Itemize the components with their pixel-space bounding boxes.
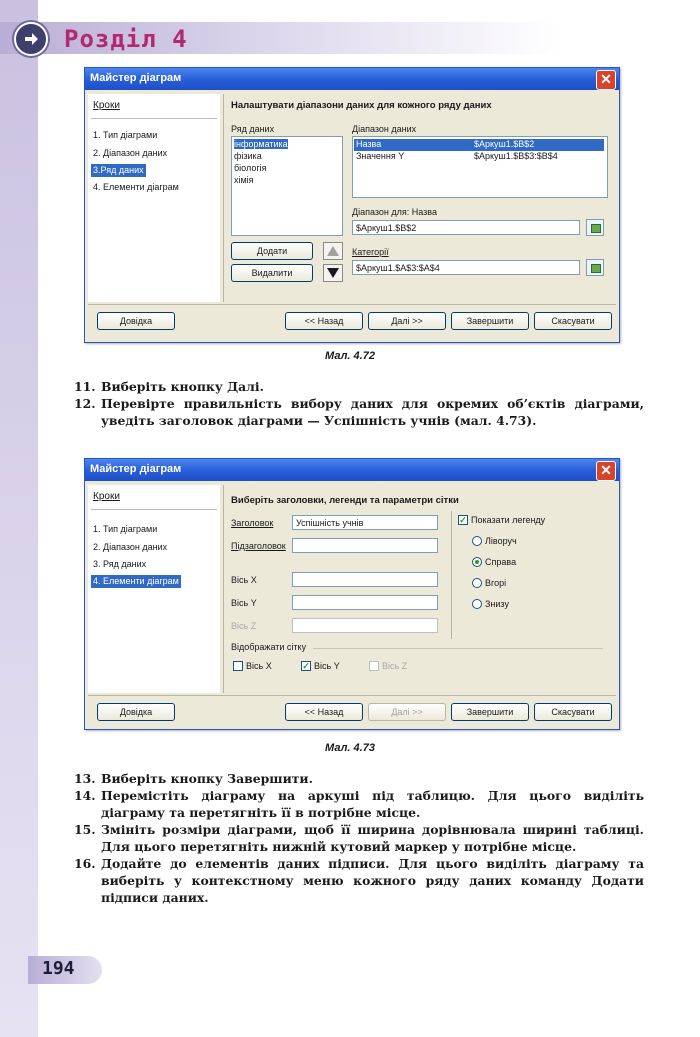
- title-label: Заголовок: [231, 518, 274, 528]
- axis-x-label: Вісь X: [231, 575, 257, 585]
- finish-button[interactable]: Завершити: [451, 703, 529, 721]
- range-select-icon: [591, 264, 601, 273]
- range-name: Значення Y: [356, 151, 405, 161]
- list-item[interactable]: біологія: [234, 163, 267, 173]
- next-button[interactable]: Далі >>: [368, 703, 446, 721]
- divider: [223, 94, 224, 302]
- subtitle-label: Підзаголовок: [231, 541, 286, 551]
- series-list[interactable]: [231, 136, 343, 236]
- legend-right-radio[interactable]: [472, 557, 482, 567]
- range-value: $Аркуш1.$B$2: [474, 139, 535, 149]
- back-button[interactable]: << Назад: [285, 312, 363, 330]
- step-chart-type[interactable]: 1. Тип діаграми: [93, 524, 158, 534]
- range-for-label: Діапазон для: Назва: [352, 207, 437, 217]
- legend-left-radio[interactable]: [472, 536, 482, 546]
- list-item[interactable]: фізика: [234, 151, 262, 161]
- step-chart-type[interactable]: 1. Тип діаграми: [93, 130, 158, 140]
- range-value: $Аркуш1.$B$3:$B$4: [474, 151, 558, 161]
- axis-x-input[interactable]: [292, 572, 438, 587]
- figure-caption: Мал. 4.73: [325, 742, 375, 754]
- panel-title: Виберіть заголовки, легенди та параметри сітки: [231, 495, 459, 506]
- divider: [313, 648, 603, 649]
- step-data-series[interactable]: 3. Ряд даних: [93, 559, 147, 569]
- ranges-list[interactable]: [352, 136, 608, 198]
- list-item: [74, 855, 644, 906]
- title-input[interactable]: Успішність учнів: [292, 515, 438, 530]
- side-strip: [0, 0, 38, 1037]
- cancel-button[interactable]: Скасувати: [534, 312, 612, 330]
- table-row[interactable]: [354, 139, 604, 151]
- back-button[interactable]: << Назад: [285, 703, 363, 721]
- grid-y-checkbox[interactable]: ✓: [302, 661, 310, 671]
- item-number: 15.: [74, 822, 96, 837]
- step-chart-elements[interactable]: 4. Елементи діаграм: [93, 576, 179, 586]
- list-item: [74, 395, 644, 429]
- divider: [91, 509, 217, 510]
- list-item[interactable]: інформатика: [234, 139, 288, 149]
- page-number: 194: [42, 958, 75, 979]
- divider: [88, 695, 616, 696]
- help-button[interactable]: Довідка: [97, 703, 175, 721]
- range-for-input[interactable]: $Аркуш1.$B$2: [352, 220, 580, 235]
- divider: [91, 118, 217, 119]
- item-text: Виберіть кнопку Далі.: [101, 379, 264, 394]
- divider: [223, 485, 224, 693]
- grid-y-label: Вісь Y: [314, 661, 340, 671]
- instructions-block: [74, 770, 644, 906]
- show-legend-checkbox[interactable]: ✓: [459, 515, 467, 525]
- steps-panel: [88, 485, 220, 693]
- divider: [451, 511, 452, 639]
- item-number: 11.: [74, 379, 96, 394]
- move-down-button[interactable]: [323, 264, 343, 282]
- dialog-title: Майстер діаграм: [90, 72, 182, 84]
- categories-input[interactable]: $Аркуш1.$A$3:$A$4: [352, 260, 580, 275]
- grid-x-checkbox[interactable]: [233, 661, 243, 671]
- steps-heading: Кроки: [93, 491, 120, 502]
- axis-z-input[interactable]: [292, 618, 438, 633]
- triangle-down-icon: [324, 265, 342, 281]
- arrow-right-icon: [14, 22, 48, 56]
- move-up-button[interactable]: [323, 242, 343, 260]
- list-item: [74, 770, 644, 787]
- legend-right-label: Справа: [485, 557, 517, 567]
- list-item: [74, 787, 644, 821]
- steps-heading: Кроки: [93, 100, 120, 111]
- steps-panel: [88, 94, 220, 302]
- step-data-range[interactable]: 2. Діапазон даних: [93, 542, 168, 552]
- item-number: 14.: [74, 788, 96, 803]
- step-chart-elements[interactable]: 4. Елементи діаграм: [93, 182, 179, 192]
- triangle-up-icon: [324, 243, 342, 259]
- instructions-block: [74, 378, 644, 429]
- item-text: Змініть розміри діаграми, щоб її ширина дорівнювала ширині таблиці. Для цього перетягніть нижній кутовий маркер у потрібне місце.: [101, 822, 644, 854]
- grid-x-label: Вісь X: [246, 661, 272, 671]
- table-row[interactable]: [354, 151, 604, 163]
- select-range-button[interactable]: [586, 219, 604, 236]
- subtitle-input[interactable]: [292, 538, 438, 553]
- grid-z-checkbox[interactable]: [369, 661, 379, 671]
- list-item[interactable]: хімія: [234, 175, 254, 185]
- close-button[interactable]: ✕: [596, 70, 616, 90]
- figure-caption: Мал. 4.72: [325, 350, 375, 362]
- item-number: 13.: [74, 771, 96, 786]
- categories-label: Категорії: [352, 247, 389, 257]
- add-button[interactable]: Додати: [231, 242, 313, 260]
- list-item: [74, 378, 644, 395]
- close-button[interactable]: ✕: [596, 461, 616, 481]
- legend-bottom-label: Знизу: [485, 599, 509, 609]
- dialog-title: Майстер діаграм: [90, 463, 182, 475]
- axis-z-label: Вісь Z: [231, 621, 257, 631]
- delete-button[interactable]: Видалити: [231, 264, 313, 282]
- legend-left-label: Ліворуч: [485, 536, 517, 546]
- help-button[interactable]: Довідка: [97, 312, 175, 330]
- grid-label: Відображати сітку: [231, 642, 307, 652]
- item-text: Перевірте правильність вибору даних для окремих об’єктів діаграми, уведіть заголовок діаграми — Успішність учнів (мал. 4.73).: [101, 396, 644, 428]
- range-select-icon: [591, 224, 601, 233]
- item-text: Додайте до елементів даних підписи. Для цього виділіть діаграму та виберіть у контекстному меню кожного ряду даних команду Додати підписи даних.: [101, 856, 644, 905]
- axis-y-label: Вісь Y: [231, 598, 257, 608]
- item-number: 16.: [74, 856, 96, 871]
- series-label: Ряд даних: [231, 124, 275, 134]
- show-legend-label: Показати легенду: [471, 515, 546, 525]
- legend-bottom-radio[interactable]: [472, 599, 482, 609]
- chapter-title: Розділ 4: [64, 25, 188, 53]
- legend-top-label: Вгорі: [485, 578, 507, 588]
- step-data-series[interactable]: 3.Ряд даних: [93, 165, 144, 175]
- axis-y-input[interactable]: [292, 595, 438, 610]
- chart-wizard-dialog-data-series: [84, 67, 620, 343]
- range-name: Назва: [356, 139, 382, 149]
- titlebar: [85, 68, 619, 90]
- item-text: Перемістіть діаграму на аркуші під таблицю. Для цього виділіть діаграму та перетягніть її в потрібне місце.: [101, 788, 644, 820]
- item-text: Виберіть кнопку Завершити.: [101, 771, 313, 786]
- finish-button[interactable]: Завершити: [451, 312, 529, 330]
- item-number: 12.: [74, 396, 96, 411]
- step-data-range[interactable]: 2. Діапазон даних: [93, 148, 168, 158]
- cancel-button[interactable]: Скасувати: [534, 703, 612, 721]
- ranges-label: Діапазон даних: [352, 124, 417, 134]
- list-item: [74, 821, 644, 855]
- chart-wizard-dialog-elements: [84, 458, 620, 730]
- select-range-button[interactable]: [586, 259, 604, 276]
- titlebar: [85, 459, 619, 481]
- grid-z-label: Вісь Z: [382, 661, 408, 671]
- next-button[interactable]: Далі >>: [368, 312, 446, 330]
- legend-top-radio[interactable]: [472, 578, 482, 588]
- divider: [88, 304, 616, 305]
- panel-title: Налаштувати діапазони даних для кожного ряду даних: [231, 100, 492, 111]
